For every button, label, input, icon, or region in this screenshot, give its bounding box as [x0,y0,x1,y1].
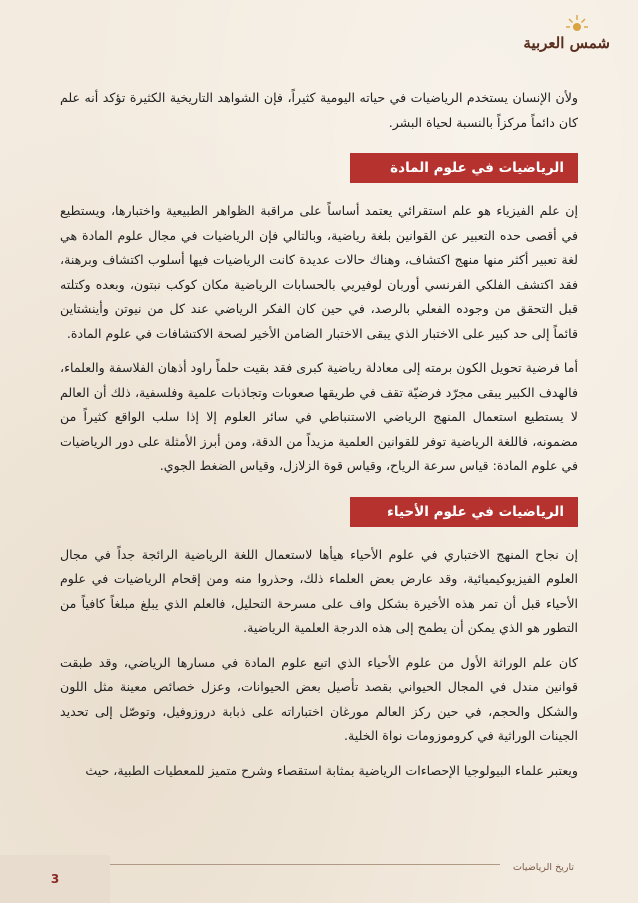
intro-paragraph: ولأن الإنسان يستخدم الرياضيات في حياته اليومية كثيراً، فإن الشواهد التاريخية الكثيرة تؤكد أنه علم كان دائماً مركزاً بالنسبة لحياة البشر. [60,90,578,130]
article-body [60,86,578,793]
paragraph: إن علم الفيزياء هو علم استقرائي يعتمد أساساً على مراقبة الظواهر الطبيعية واختبارها، ويستطيع في أقصى حده التعبير عن القوانين بلغة رياضية، وبالتالي فإن الرياضيات في مجال علوم المادة هي لغة تعبير أكثر منها منهج اكتشاف، وهناك حالات عديدة كانت الرياضيات فيها أسلوب اكتشاف وبرهنة، فقد اكتشف الفلكي الفرنسي أوربان لوفيريي بالحسابات الرياضية مكان كوكب نبتون، وبعده وكتلته قبل التحقق من وجوده الفعلي بالرصد، في حين كان الفكر الرياضي عند كل من نيوتن وأينشتاين قائماً إلى حد كبير على الاختبار الذي يبقى الاختبار الضامن الأخير لصحة الاكتشافات في علوم المادة. [60,203,578,341]
section-heading-biology: الرياضيات في علوم الأحياء [350,497,578,527]
section-heading-matter: الرياضيات في علوم المادة [350,153,578,183]
sun-icon [566,14,588,32]
section-heading-row [60,497,578,529]
paragraph: ويعتبر علماء البيولوجيا الإحصاءات الرياضية بمثابة استقصاء وشرح متميز للمعطيات الطبية، حيث [85,762,578,778]
paragraph: كان علم الوراثة الأول من علوم الأحياء الذي اتبع علوم المادة في مسارها الرياضي، وقد طبقت قوانين مندل في المجال الحيواني بقصد تأصيل بعض الحيوانات، وعزل خصائص معينة مثل اللون والشكل والحجم، في حين ركز العالم مورغان اختباراته على ذبابة دروزوفيل، وتوصّل إلى تحديد الجينات الوراثية في كروموزومات نواة الخلية. [60,654,578,743]
page-number: 3 [0,855,110,903]
paragraph: إن نجاح المنهج الاختباري في علوم الأحياء هيأها لاستعمال اللغة الرياضية الرائجة جداً في مجال العلوم الفيزيوكيميائية، وقد عارض بعض العلماء ذلك، وحذروا منه ومن إقحام الرياضيات في علوم الأحياء قبل أن تمر هذه الأخيرة بشكل واف على مسرحة التحليل، فالعلم الذي يبلغ مبلغاً كافياً من التطور هو الذي يمكن أن يطمح إلى هذه الدرجة العلمية الرياضية. [60,546,578,635]
logo [523,14,610,66]
footer-title: تاريخ الرياضيات [512,862,574,873]
paragraph: أما فرضية تحويل الكون برمته إلى معادلة رياضية كبرى فقد بقيت حلماً راود أذهان الفلاسفة والعلماء، فالهدف الكبير يبقى مجرّد فرضيّة تقف في طريقها صعوبات وتجاذبات علمية وفلسفية، ذلك أن العالم لا يستطيع استعمال المنهج الرياضي الاستنباطي في سائر العلوم إلا إذا سلب الواقع كثيراً من مضمونه، فاللغة الرياضية توفر للقوانين العلمية مزيداً من الدقة، ومن أبرز الأمثلة على دور الرياضيات في علوم المادة: قياس سرعة الرياح، وقياس قوة الزلازل، وقياس الضغط الجوي. [60,360,578,473]
footer-divider [70,864,500,865]
logo-text: شمس العربية [523,34,610,52]
section-heading-row [60,153,578,185]
